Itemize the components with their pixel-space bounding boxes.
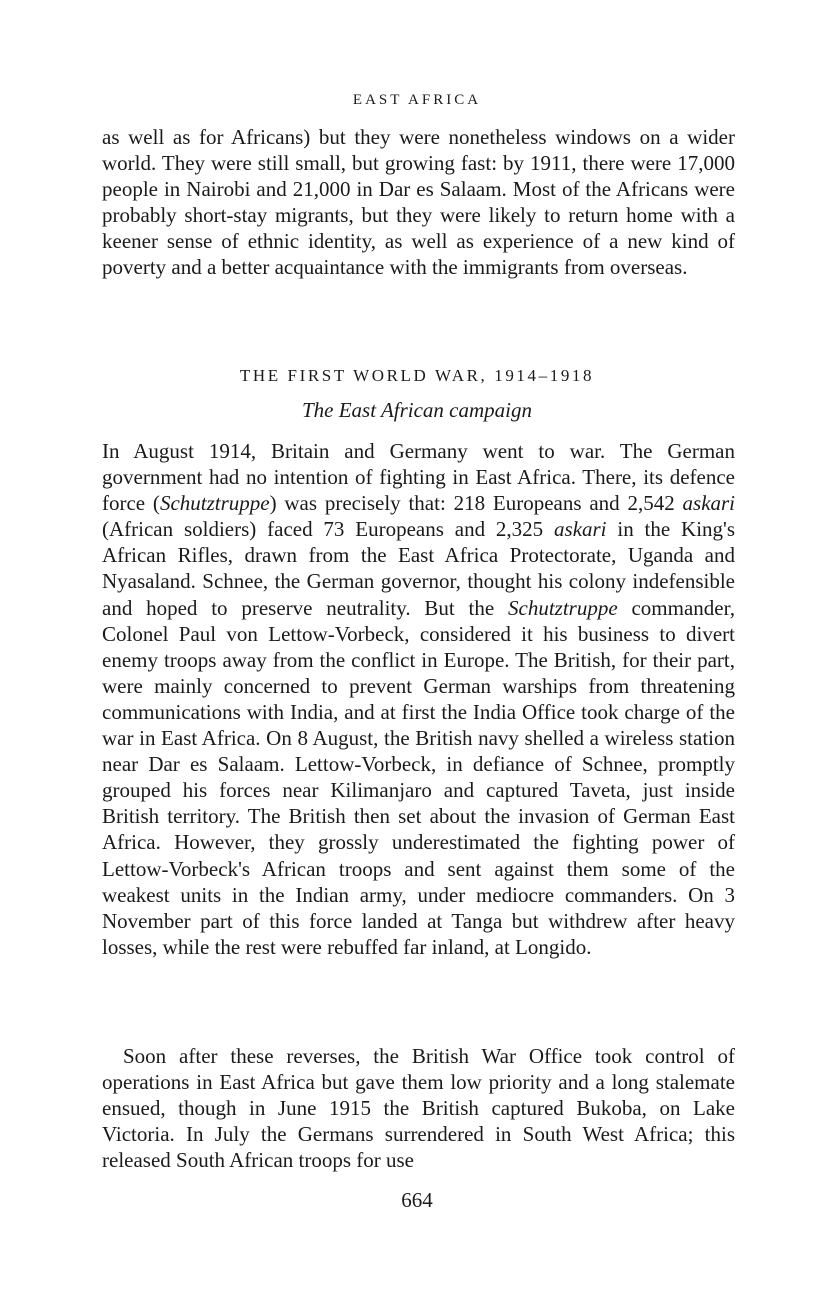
paragraph-2 <box>102 438 735 960</box>
paragraph-3: Soon after these reverses, the British War Office took control of operations in East Africa but gave them low priority and a long stalemate ensued, though in June 1915 the British captured Bukoba, on Lake Victoria. In July the Germans surrendered in South West Africa; this released South African troops for use <box>102 1044 735 1173</box>
paragraph-2-text: ) was precisely that: 218 Europeans and 2,542 <box>269 491 683 516</box>
section-heading: THE FIRST WORLD WAR, 1914–1918 <box>239 366 595 385</box>
page-number: 664 <box>401 1188 433 1212</box>
paragraph-2-text: (African soldiers) faced 73 Europeans and 2,325 <box>102 517 555 542</box>
paragraph-2-italic-term: Schutztruppe <box>159 491 270 516</box>
paragraph-2-italic-term: askari <box>554 517 607 542</box>
paragraph-1: as well as for Africans) but they were nonetheless windows on a wider world. They were still small, but growing fast: by 1911, there were 17,000 people in Nairobi and 21,000 in Dar es Salaam. Most of the Africans were probably short-stay migrants, but they were likely to return home with a keener sense of ethnic identity, as well as experience of a new kind of poverty and a better acquaintance with the immigrants from overseas. <box>102 125 735 280</box>
paragraph-2-text: commander, Colonel Paul von Lettow-Vorbeck, considered it his business to divert enemy troops away from the conflict in Europe. The British, for their part, were mainly concerned to prevent German warships from threatening communications with India, and at first the India Office took charge of the war in East Africa. On 8 August, the British navy shelled a wireless station near Dar es Salaam. Lettow-Vorbeck, in defiance of Schnee, promptly grouped his forces near Kilimanjaro and captured Taveta, just inside British territory. The British then set about the invasion of German East Africa. However, they grossly underestimated the fighting power of Lettow-Vorbeck's African troops and sent against them some of the weakest units in the Indian army, under mediocre commanders. On 3 November part of this force landed at Tanga but withdrew after heavy losses, while the rest were rebuffed far inland, at Longido. <box>102 595 735 959</box>
paragraph-2-italic-term: Schutztruppe <box>508 595 618 620</box>
running-head: EAST AFRICA <box>352 92 482 108</box>
paragraph-2-text: in the King's African Rifles, drawn from the East Africa Protectorate, Uganda and Nyasaland. Schnee, the German governor, thought his colony indefensible and hoped to preserve neutrality. But the <box>102 517 735 620</box>
paragraph-2-italic-term: askari <box>682 491 736 516</box>
paragraph-2-text: In August 1914, Britain and Germany went to war. The German government had no intention of fighting in East Africa. There, its defence force ( <box>102 439 735 516</box>
section-subheading: The East African campaign <box>301 398 532 422</box>
